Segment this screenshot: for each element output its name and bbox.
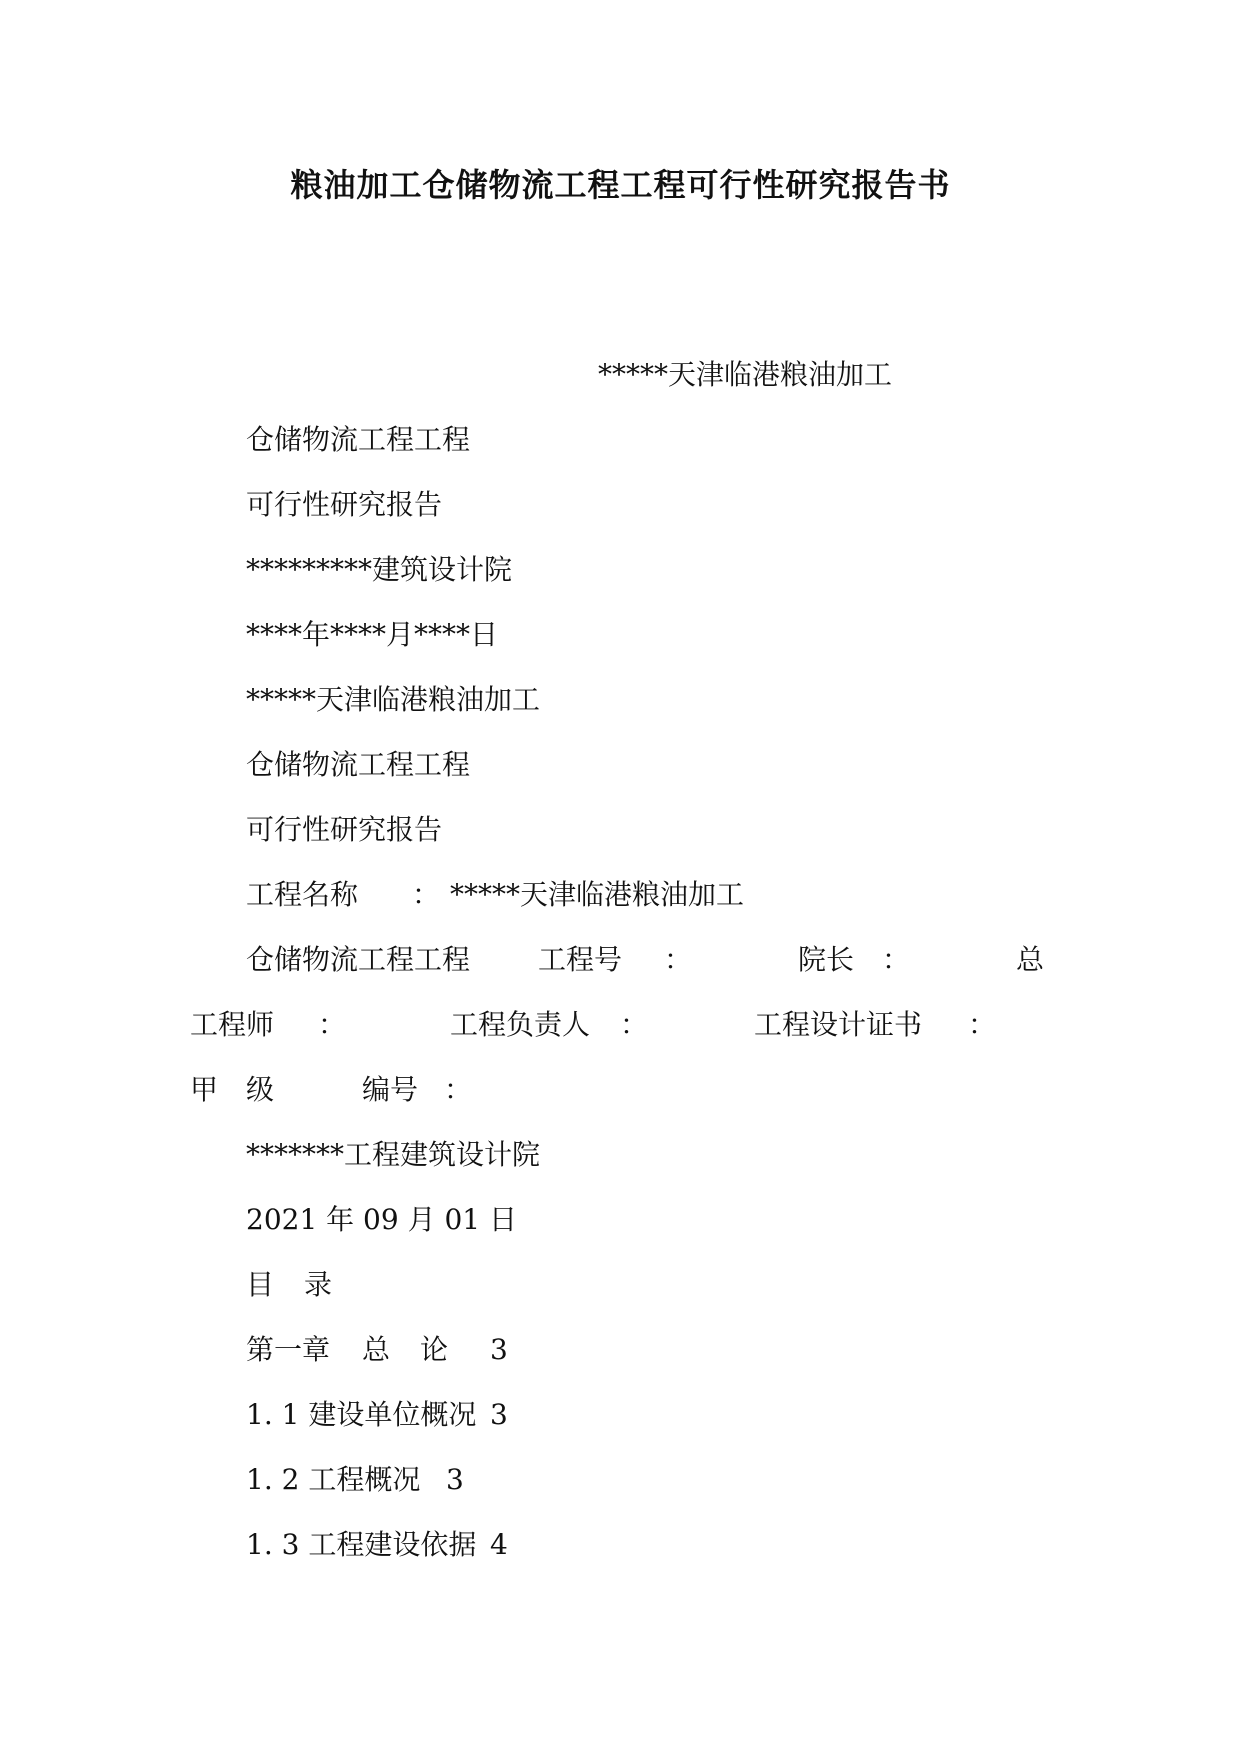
chief-engineer-first-char: 总 — [1016, 943, 1045, 976]
cover-date-line: ****年****月****日 — [246, 618, 499, 651]
toc-chapter-1-label[interactable]: 第一章 — [246, 1333, 331, 1366]
document-title: 粮油加工仓储物流工程工程可行性研究报告书 — [290, 166, 951, 204]
chief-engineer-rest: 工程师 — [190, 1008, 275, 1041]
project-name-value: *****天津临港粮油加工 — [450, 878, 745, 911]
dean-label: 院长 — [798, 943, 855, 976]
number-colon: ： — [444, 1073, 473, 1106]
certificate-colon: ： — [968, 1008, 997, 1041]
toc-item-1-3-page: 4 — [490, 1528, 508, 1561]
design-institute: *******工程建筑设计院 — [246, 1138, 541, 1171]
cover-institute-line: *********建筑设计院 — [246, 553, 513, 586]
project-number-label: 工程号 — [538, 943, 623, 976]
report-date: 2021 年 09 月 01 日 — [246, 1203, 518, 1236]
cover-company-line-2: *****天津临港粮油加工 — [246, 683, 541, 716]
project-number-colon: ： — [664, 943, 693, 976]
toc-heading-2: 录 — [304, 1268, 333, 1301]
toc-item-1-3[interactable]: 1. 3 工程建设依据 — [246, 1528, 477, 1561]
grade-ji: 级 — [246, 1073, 275, 1106]
certificate-label: 工程设计证书 — [754, 1008, 923, 1041]
project-lead-label: 工程负责人 — [450, 1008, 591, 1041]
cover-project-line-2: 仓储物流工程工程 — [246, 748, 471, 781]
project-name-colon: ： — [412, 878, 441, 911]
project-name-continuation: 仓储物流工程工程 — [246, 943, 471, 976]
toc-heading-1: 目 — [246, 1268, 275, 1301]
cover-report-line-2: 可行性研究报告 — [246, 813, 443, 846]
cover-report-line: 可行性研究报告 — [246, 488, 443, 521]
cover-company-line: *****天津临港粮油加工 — [598, 358, 893, 391]
toc-item-1-1-page: 3 — [490, 1398, 508, 1431]
dean-colon: ： — [882, 943, 911, 976]
toc-item-1-2-page: 3 — [446, 1463, 464, 1496]
toc-chapter-1-word-2[interactable]: 论 — [420, 1333, 449, 1366]
grade-jia: 甲 — [190, 1073, 219, 1106]
toc-item-1-2[interactable]: 1. 2 工程概况 — [246, 1463, 421, 1496]
toc-chapter-1-page: 3 — [490, 1333, 508, 1366]
cover-project-line: 仓储物流工程工程 — [246, 423, 471, 456]
project-name-label: 工程名称 — [246, 878, 359, 911]
number-label: 编号 — [362, 1073, 419, 1106]
toc-chapter-1-word-1[interactable]: 总 — [362, 1333, 391, 1366]
toc-item-1-1[interactable]: 1. 1 建设单位概况 — [246, 1398, 477, 1431]
chief-engineer-colon: ： — [318, 1008, 347, 1041]
project-lead-colon: ： — [620, 1008, 649, 1041]
